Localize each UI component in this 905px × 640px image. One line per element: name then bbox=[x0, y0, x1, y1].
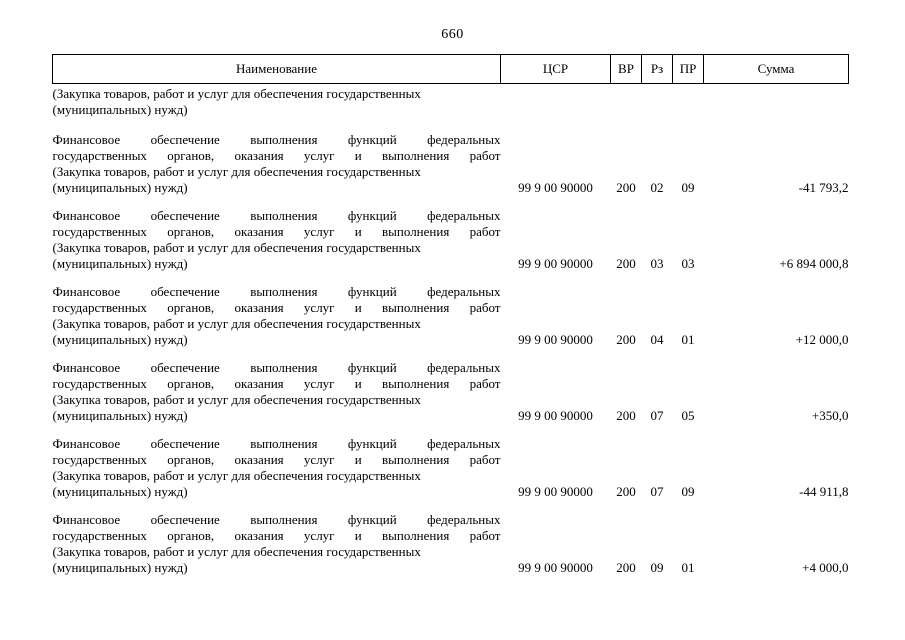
row-name-line: (муниципальных) нужд) bbox=[52, 256, 188, 271]
row-pr: 05 bbox=[681, 408, 695, 423]
row-name-line: Финансовое обеспечение выполнения функций федеральных bbox=[52, 132, 501, 147]
header-pr: ПР bbox=[673, 55, 704, 84]
row-vr: 200 bbox=[616, 332, 636, 347]
row-name-line: Финансовое обеспечение выполнения функций федеральных bbox=[52, 360, 501, 375]
row-name bbox=[53, 284, 501, 360]
row-name-line: государственных органов, оказания услуг и выполнения работ bbox=[52, 452, 501, 467]
row-name-line: Финансовое обеспечение выполнения функций федеральных bbox=[52, 284, 501, 299]
row-vr: 200 bbox=[616, 408, 636, 423]
row-csr: 99 9 00 90000 bbox=[518, 484, 593, 499]
row-name-line: (Закупка товаров, работ и услуг для обеспечения государственных bbox=[52, 240, 421, 255]
row-rz: 07 bbox=[650, 408, 664, 423]
row-name-line: (муниципальных) нужд) bbox=[52, 332, 188, 347]
row-name-line: (Закупка товаров, работ и услуг для обеспечения государственных bbox=[52, 316, 421, 331]
row-csr: 99 9 00 90000 bbox=[518, 408, 593, 423]
row-name-line: государственных органов, оказания услуг и выполнения работ bbox=[52, 224, 501, 239]
row-csr: 99 9 00 90000 bbox=[518, 180, 593, 195]
row-name-line: (муниципальных) нужд) bbox=[52, 180, 188, 195]
header-rz: Рз bbox=[642, 55, 673, 84]
table-row bbox=[53, 132, 849, 208]
row-rz: 04 bbox=[650, 332, 664, 347]
row-name-line: Финансовое обеспечение выполнения функций федеральных bbox=[52, 512, 501, 527]
row-pr: 01 bbox=[681, 332, 695, 347]
row-csr: 99 9 00 90000 bbox=[518, 256, 593, 271]
header-sum: Сумма bbox=[704, 55, 849, 84]
row-name-line: (муниципальных) нужд) bbox=[52, 408, 188, 423]
continuation-line-1: (Закупка товаров, работ и услуг для обеспечения государственных bbox=[52, 86, 421, 101]
row-rz: 02 bbox=[650, 180, 664, 195]
table-row bbox=[53, 360, 849, 436]
row-sum: -41 793,2 bbox=[798, 180, 849, 195]
row-name bbox=[53, 132, 501, 208]
row-vr: 200 bbox=[616, 560, 636, 575]
row-name-line: государственных органов, оказания услуг и выполнения работ bbox=[52, 376, 501, 391]
continuation-row bbox=[53, 84, 849, 133]
row-name bbox=[53, 436, 501, 512]
row-rz: 09 bbox=[650, 560, 664, 575]
header-name: Наименование bbox=[53, 55, 501, 84]
row-sum: +12 000,0 bbox=[795, 332, 849, 347]
budget-table bbox=[52, 54, 849, 588]
row-pr: 03 bbox=[681, 256, 695, 271]
row-pr: 01 bbox=[681, 560, 695, 575]
table-header-row bbox=[53, 55, 849, 84]
row-name-line: государственных органов, оказания услуг и выполнения работ bbox=[52, 528, 501, 543]
row-name bbox=[53, 360, 501, 436]
page-number: 660 bbox=[441, 27, 464, 42]
row-name-line: (муниципальных) нужд) bbox=[52, 560, 188, 575]
row-sum: -44 911,8 bbox=[799, 484, 849, 499]
header-csr: ЦСР bbox=[501, 55, 611, 84]
row-name-line: Финансовое обеспечение выполнения функций федеральных bbox=[52, 436, 501, 451]
row-sum: +4 000,0 bbox=[802, 560, 849, 575]
table-row bbox=[53, 512, 849, 588]
row-vr: 200 bbox=[616, 484, 636, 499]
row-csr: 99 9 00 90000 bbox=[518, 332, 593, 347]
row-name-line: государственных органов, оказания услуг и выполнения работ bbox=[52, 148, 501, 163]
row-name-line: государственных органов, оказания услуг и выполнения работ bbox=[52, 300, 501, 315]
row-rz: 03 bbox=[650, 256, 664, 271]
row-rz: 07 bbox=[650, 484, 664, 499]
table-row bbox=[53, 208, 849, 284]
row-name-line: (Закупка товаров, работ и услуг для обеспечения государственных bbox=[52, 468, 421, 483]
row-name-line: (муниципальных) нужд) bbox=[52, 484, 188, 499]
row-name-line: (Закупка товаров, работ и услуг для обеспечения государственных bbox=[52, 544, 421, 559]
continuation-line-2: (муниципальных) нужд) bbox=[52, 102, 188, 117]
row-csr: 99 9 00 90000 bbox=[518, 560, 593, 575]
row-name bbox=[53, 208, 501, 284]
row-name-line: (Закупка товаров, работ и услуг для обеспечения государственных bbox=[52, 164, 421, 179]
row-sum: +350,0 bbox=[811, 408, 849, 423]
continuation-name bbox=[53, 84, 501, 133]
row-name-line: (Закупка товаров, работ и услуг для обеспечения государственных bbox=[52, 392, 421, 407]
row-sum: +6 894 000,8 bbox=[779, 256, 849, 271]
row-name bbox=[53, 512, 501, 588]
row-vr: 200 bbox=[616, 180, 636, 195]
table-row bbox=[53, 284, 849, 360]
row-pr: 09 bbox=[681, 180, 695, 195]
row-name-line: Финансовое обеспечение выполнения функций федеральных bbox=[52, 208, 501, 223]
table-row bbox=[53, 436, 849, 512]
row-vr: 200 bbox=[616, 256, 636, 271]
row-pr: 09 bbox=[681, 484, 695, 499]
header-vr: ВР bbox=[611, 55, 642, 84]
